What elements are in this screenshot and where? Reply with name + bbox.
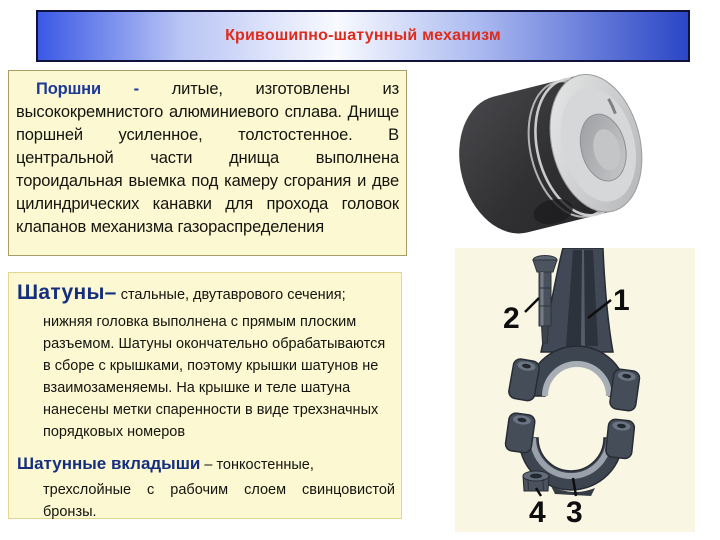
pistons-body: литые, изготовлены из высококремнистого алюминиевого сплава. Днище поршней усиленное, толстостенное. В центральной части днища выполнена тороидальная выемка под камеру сгорания и две цилиндрических канавки для прохода головок клапанов механизма газораспределения	[16, 80, 399, 236]
diagram-label-3: 3	[566, 496, 583, 529]
slide-title-bar	[36, 10, 690, 62]
bearings-line	[17, 452, 392, 477]
diagram-label-2: 2	[503, 302, 520, 335]
connecting-rod-diagram	[455, 248, 695, 537]
rod-diagram-image	[455, 248, 695, 532]
pistons-paragraph	[16, 78, 399, 239]
piston-photo	[448, 68, 658, 251]
rods-intro: стальные, двутаврового сечения;	[116, 287, 346, 303]
rods-heading: Шатуны–	[17, 281, 117, 304]
bearings-heading: Шатунные вкладыши	[17, 454, 201, 473]
pistons-text-block	[8, 70, 407, 256]
rods-text-block	[8, 272, 402, 519]
rods-first-line	[17, 280, 392, 308]
rods-body: нижняя головка выполнена с прямым плоским разъемом. Шатуны окончательно обрабатываются в сборе с крышками, поэтому крышки шатунов не взаимозаменяемы. На крышке и теле шатуна нанесены метки спаренности в виде трехзначных порядковых номеров	[43, 314, 386, 440]
slide-title: Кривошипно-шатунный механизм	[225, 27, 501, 44]
diagram-label-1: 1	[613, 284, 630, 317]
bearings-intro: – тонкостенные,	[200, 457, 314, 473]
diagram-label-4: 4	[529, 496, 546, 529]
bearings-body: трехслойные с рабочим слоем свинцовистой бронзы.	[43, 482, 395, 520]
piston-image	[448, 68, 658, 246]
piston-group	[448, 68, 656, 245]
pistons-heading: Поршни -	[36, 80, 172, 98]
